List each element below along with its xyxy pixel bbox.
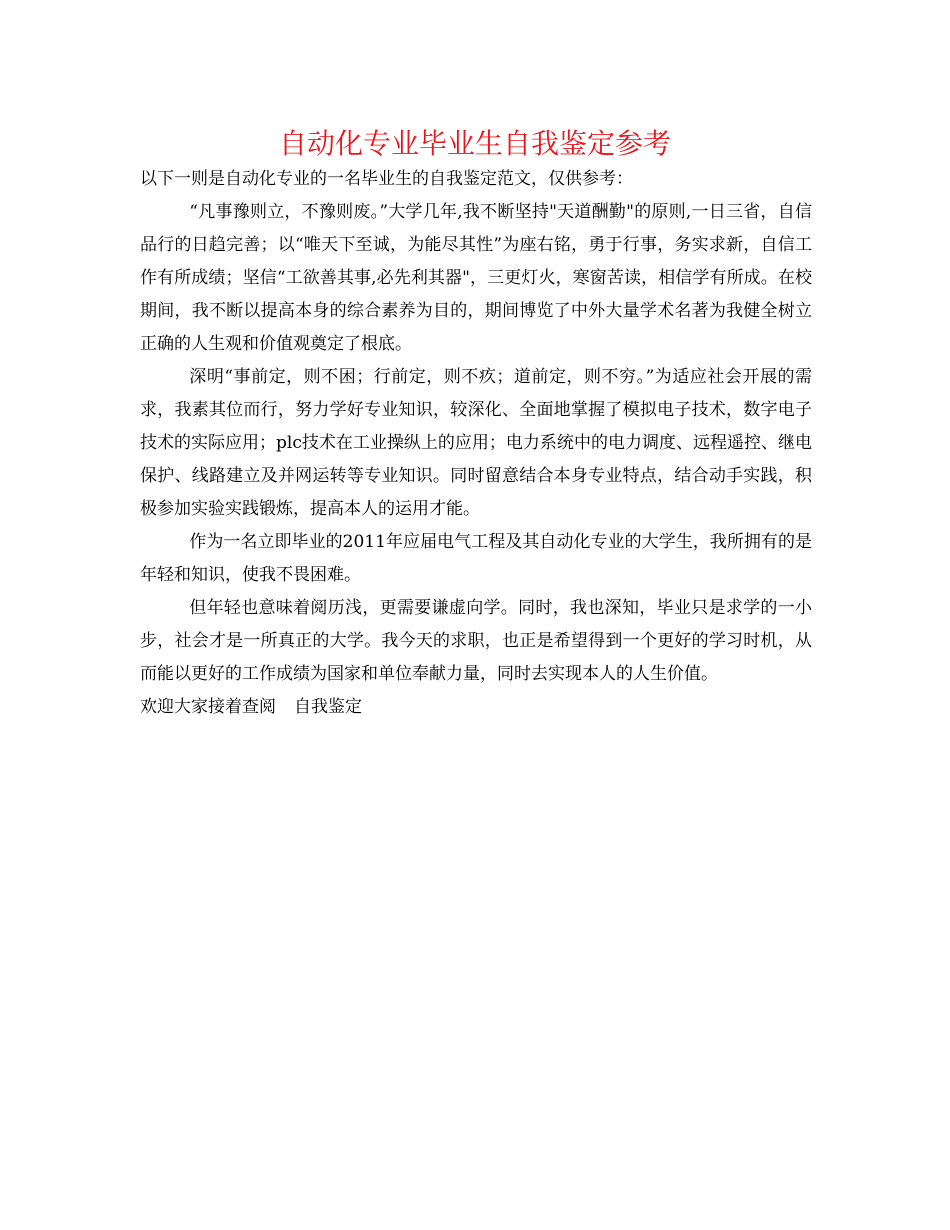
document-body [140,163,812,724]
body-paragraph-1: “凡事豫则立，不豫则废。”大学几年,我不断坚持"天道酬勤"的原则,一日三省，自信品行的日趋完善；以“唯天下至诚，为能尽其性”为座右铭，勇于行事，务实求新，自信工作有所成绩；坚信“工欲善其事,必先利其器"，三更灯火，寒窗苦读，相信学有所成。在校期间，我不断以提高本身的综合素养为目的，期间博览了中外大量学术名著为我健全树立正确的人生观和价值观奠定了根底。 [140,202,812,354]
footer-text: 欢迎大家接着查阅 [140,697,276,717]
body-paragraph-4: 但年轻也意味着阅历浅，更需要谦虚向学。同时，我也深知，毕业只是求学的一小步，社会才是一所真正的大学。我今天的求职，也正是希望得到一个更好的学习时机，从而能以更好的工作成绩为国家和单位奉献力量，同时去实现本人的人生价值。 [140,598,812,684]
body-paragraph-2: 深明“事前定，则不困；行前定，则不疚；道前定，则不穷。”为适应社会开展的需求，我素其位而行，努力学好专业知识，较深化、全面地掌握了模拟电子技术，数字电子技术的实际应用；plc技术在工业操纵上的应用；电力系统中的电力调度、远程遥控、继电保护、线路建立及并网运转等专业知识。同时留意结合本身专业特点，结合动手实践，积极参加实验实践锻炼，提高本人的运用才能。 [140,367,812,519]
footer-line [140,691,812,724]
body-paragraph-3: 作为一名立即毕业的2011年应届电气工程及其自动化专业的大学生，我所拥有的是年轻和知识，使我不畏困难。 [140,532,812,585]
document-title: 自动化专业毕业生自我鉴定参考 [278,127,671,160]
intro-paragraph: 以下一则是自动化专业的一名毕业生的自我鉴定范文，仅供参考： [140,169,633,189]
footer-link[interactable]: 自我鉴定 [294,697,362,717]
